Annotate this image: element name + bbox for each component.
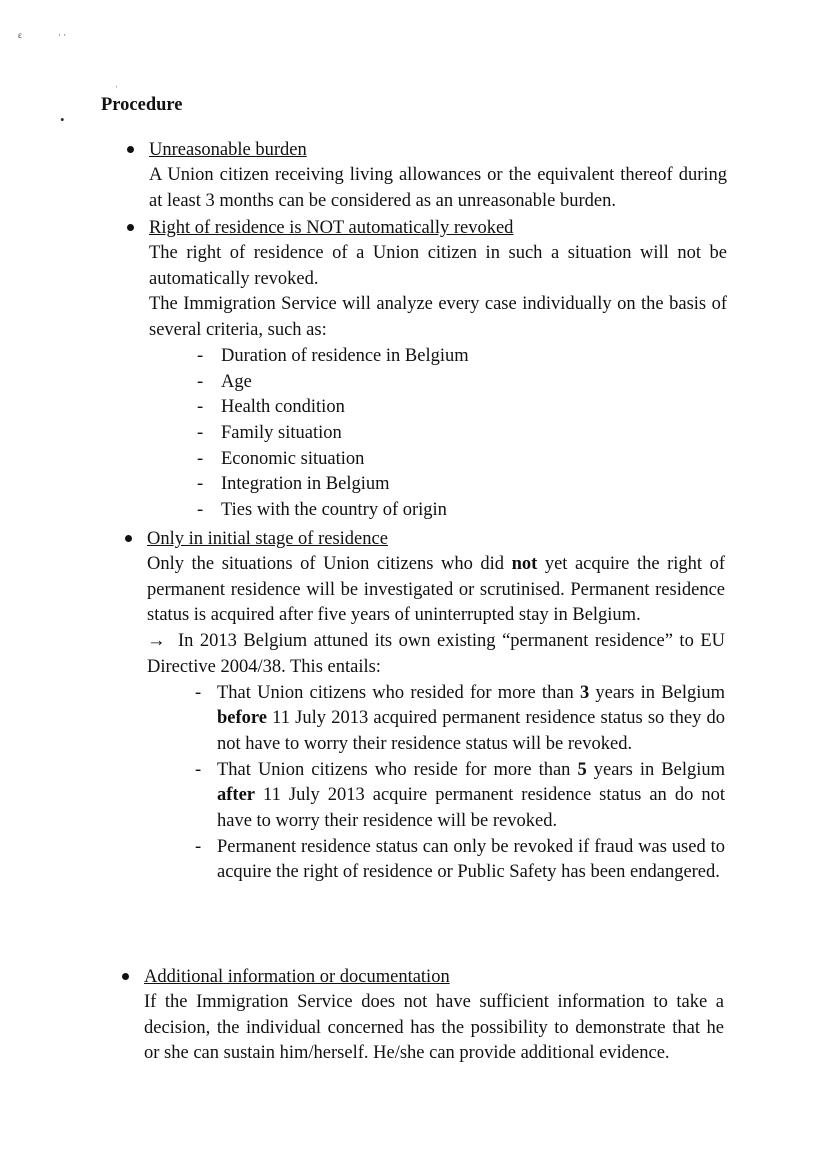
list-item: - Age	[197, 371, 252, 392]
section-heading: Additional information or documentation	[144, 967, 450, 987]
scan-mark: ˒	[115, 80, 118, 90]
list-item: - Family situation	[197, 422, 342, 443]
arrow-icon: →	[147, 631, 166, 652]
bullet-icon	[127, 224, 134, 231]
section-paragraph: Only the situations of Union citizens who did not yet acquire the right of permanent residence will be investigated or scrutinised. Permanent residence status is acquired after five years of uninterrupted stay in Belgium.	[147, 554, 725, 626]
section-heading: Only in initial stage of residence	[147, 529, 388, 549]
scan-mark: •	[60, 112, 65, 127]
section-additional-information	[144, 964, 724, 1067]
criteria-list	[197, 344, 727, 524]
section-paragraph: → In 2013 Belgium attuned its own existing “permanent residence” to EU Directive 2004/38. This entails:	[147, 631, 725, 677]
entails-list	[195, 681, 725, 887]
section-unreasonable-burden	[149, 137, 727, 214]
section-heading: Unreasonable burden	[149, 140, 307, 160]
scan-mark: ɛ	[18, 30, 22, 40]
list-item: - Duration of residence in Belgium	[197, 345, 469, 366]
list-item: - That Union citizens who reside for more than 5 years in Belgium after 11 July 2013 acquire permanent residence status an do not have to worry their residence will be revoked.	[195, 759, 725, 832]
scan-mark: · ·	[58, 30, 67, 40]
list-item: - That Union citizens who resided for more than 3 years in Belgium before 11 July 2013 acquired permanent residence status so they do not have to worry their residence status will be revoked.	[195, 682, 725, 754]
list-item: - Health condition	[197, 397, 345, 418]
section-heading: Right of residence is NOT automatically revoked	[149, 218, 514, 238]
section-paragraph: The right of residence of a Union citizen in such a situation will not be automatically revoked.	[149, 243, 727, 289]
bullet-icon	[122, 973, 129, 980]
list-item: - Integration in Belgium	[197, 474, 390, 495]
bullet-icon	[125, 535, 132, 542]
list-item: - Permanent residence status can only be revoked if fraud was used to acquire the right of residence or Public Safety has been endangered.	[195, 836, 725, 883]
list-item: - Ties with the country of origin	[197, 500, 447, 521]
section-right-of-residence	[149, 215, 727, 524]
section-paragraph: A Union citizen receiving living allowances or the equivalent thereof during at least 3 months can be considered as an unreasonable burden.	[149, 165, 727, 211]
section-initial-stage	[147, 526, 725, 886]
bullet-icon	[127, 146, 134, 153]
section-paragraph: The Immigration Service will analyze every case individually on the basis of several criteria, such as:	[149, 294, 727, 341]
list-item: - Economic situation	[197, 448, 365, 469]
section-paragraph: If the Immigration Service does not have sufficient information to take a decision, the individual concerned has the possibility to demonstrate that he or she can sustain him/herself. He/she can provide additional evidence.	[144, 992, 724, 1064]
page-title: Procedure	[101, 95, 183, 115]
